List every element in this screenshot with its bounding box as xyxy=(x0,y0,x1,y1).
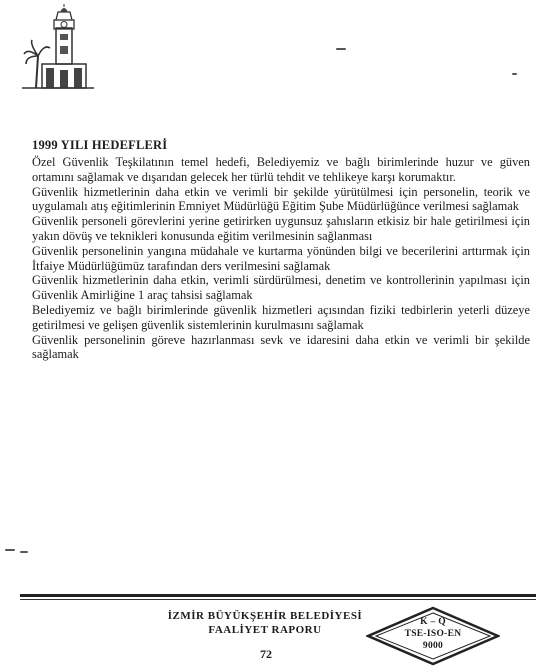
clock-tower-icon xyxy=(22,4,94,92)
footer-report-title: FAALİYET RAPORU xyxy=(208,624,322,636)
certification-number: 9000 xyxy=(422,641,444,651)
paragraph: Özel Güvenlik Teşkilatının temel hedefi, Belediyemiz ve bağlı birimlerinde huzur ve güven ortamını sağlamak ve dışarıdan gelecek her türlü tehdit ve tehlikeye karşı korumaktır. xyxy=(32,155,530,184)
paragraph: Güvenlik hizmetlerinin daha etkin, verimli sürdürülmesi, denetim ve kontrollerinin yapılması için Güvenlik Amirliğine 1 araç tahsisi sağlamak xyxy=(32,273,530,303)
section-heading: 1999 YILI HEDEFLERİ xyxy=(32,138,168,152)
paragraph: Güvenlik personelinin yangına müdahale ve kurtarma yönünden bilgi ve becerilerini arttırmak için İtfaiye Müdürlüğümüz tarafından ders verilmesini sağlamak xyxy=(32,243,530,273)
certification-standard: TSE-ISO-EN xyxy=(404,629,462,639)
document-body xyxy=(32,138,530,362)
scan-speck xyxy=(5,549,15,551)
page-number: 72 xyxy=(260,647,272,661)
paragraph: Güvenlik hizmetlerinin daha etkin ve verimli bir şekilde yürütülmesi için personelin, teorik ve uygulamalı atış eğitimlerinin Emniyet Müdürlüğü Eğitim Şube Müdürlüğünce verilmesi sağlamak xyxy=(32,184,530,214)
scan-speck xyxy=(20,551,28,553)
footer-divider-thin xyxy=(20,599,536,600)
footer-divider xyxy=(20,594,536,597)
paragraph: Güvenlik personelinin göreve hazırlanması sevk ve idaresini daha etkin ve verimli bir şekilde sağlamak xyxy=(32,332,530,362)
footer-organization: İZMİR BÜYÜKŞEHİR BELEDİYESİ xyxy=(167,610,363,622)
scan-speck xyxy=(512,73,517,75)
paragraph: Güvenlik personeli görevlerini yerine getirirken uygunsuz şahısların etkisiz bir hale getirilmesi için yakın dövüş ve teknikleri konusunda eğitim verilmesinin sağlanması xyxy=(32,214,530,243)
scan-speck xyxy=(336,48,346,50)
certification-kq: K – Q xyxy=(420,617,446,627)
paragraph: Belediyemiz ve bağlı birimlerinde güvenlik hizmetleri açısından fiziki tedbirlerin yeterli düzeye getirilmesi ve gelişen güvenlik sistemlerinin kurulmasını sağlamak xyxy=(32,302,530,332)
